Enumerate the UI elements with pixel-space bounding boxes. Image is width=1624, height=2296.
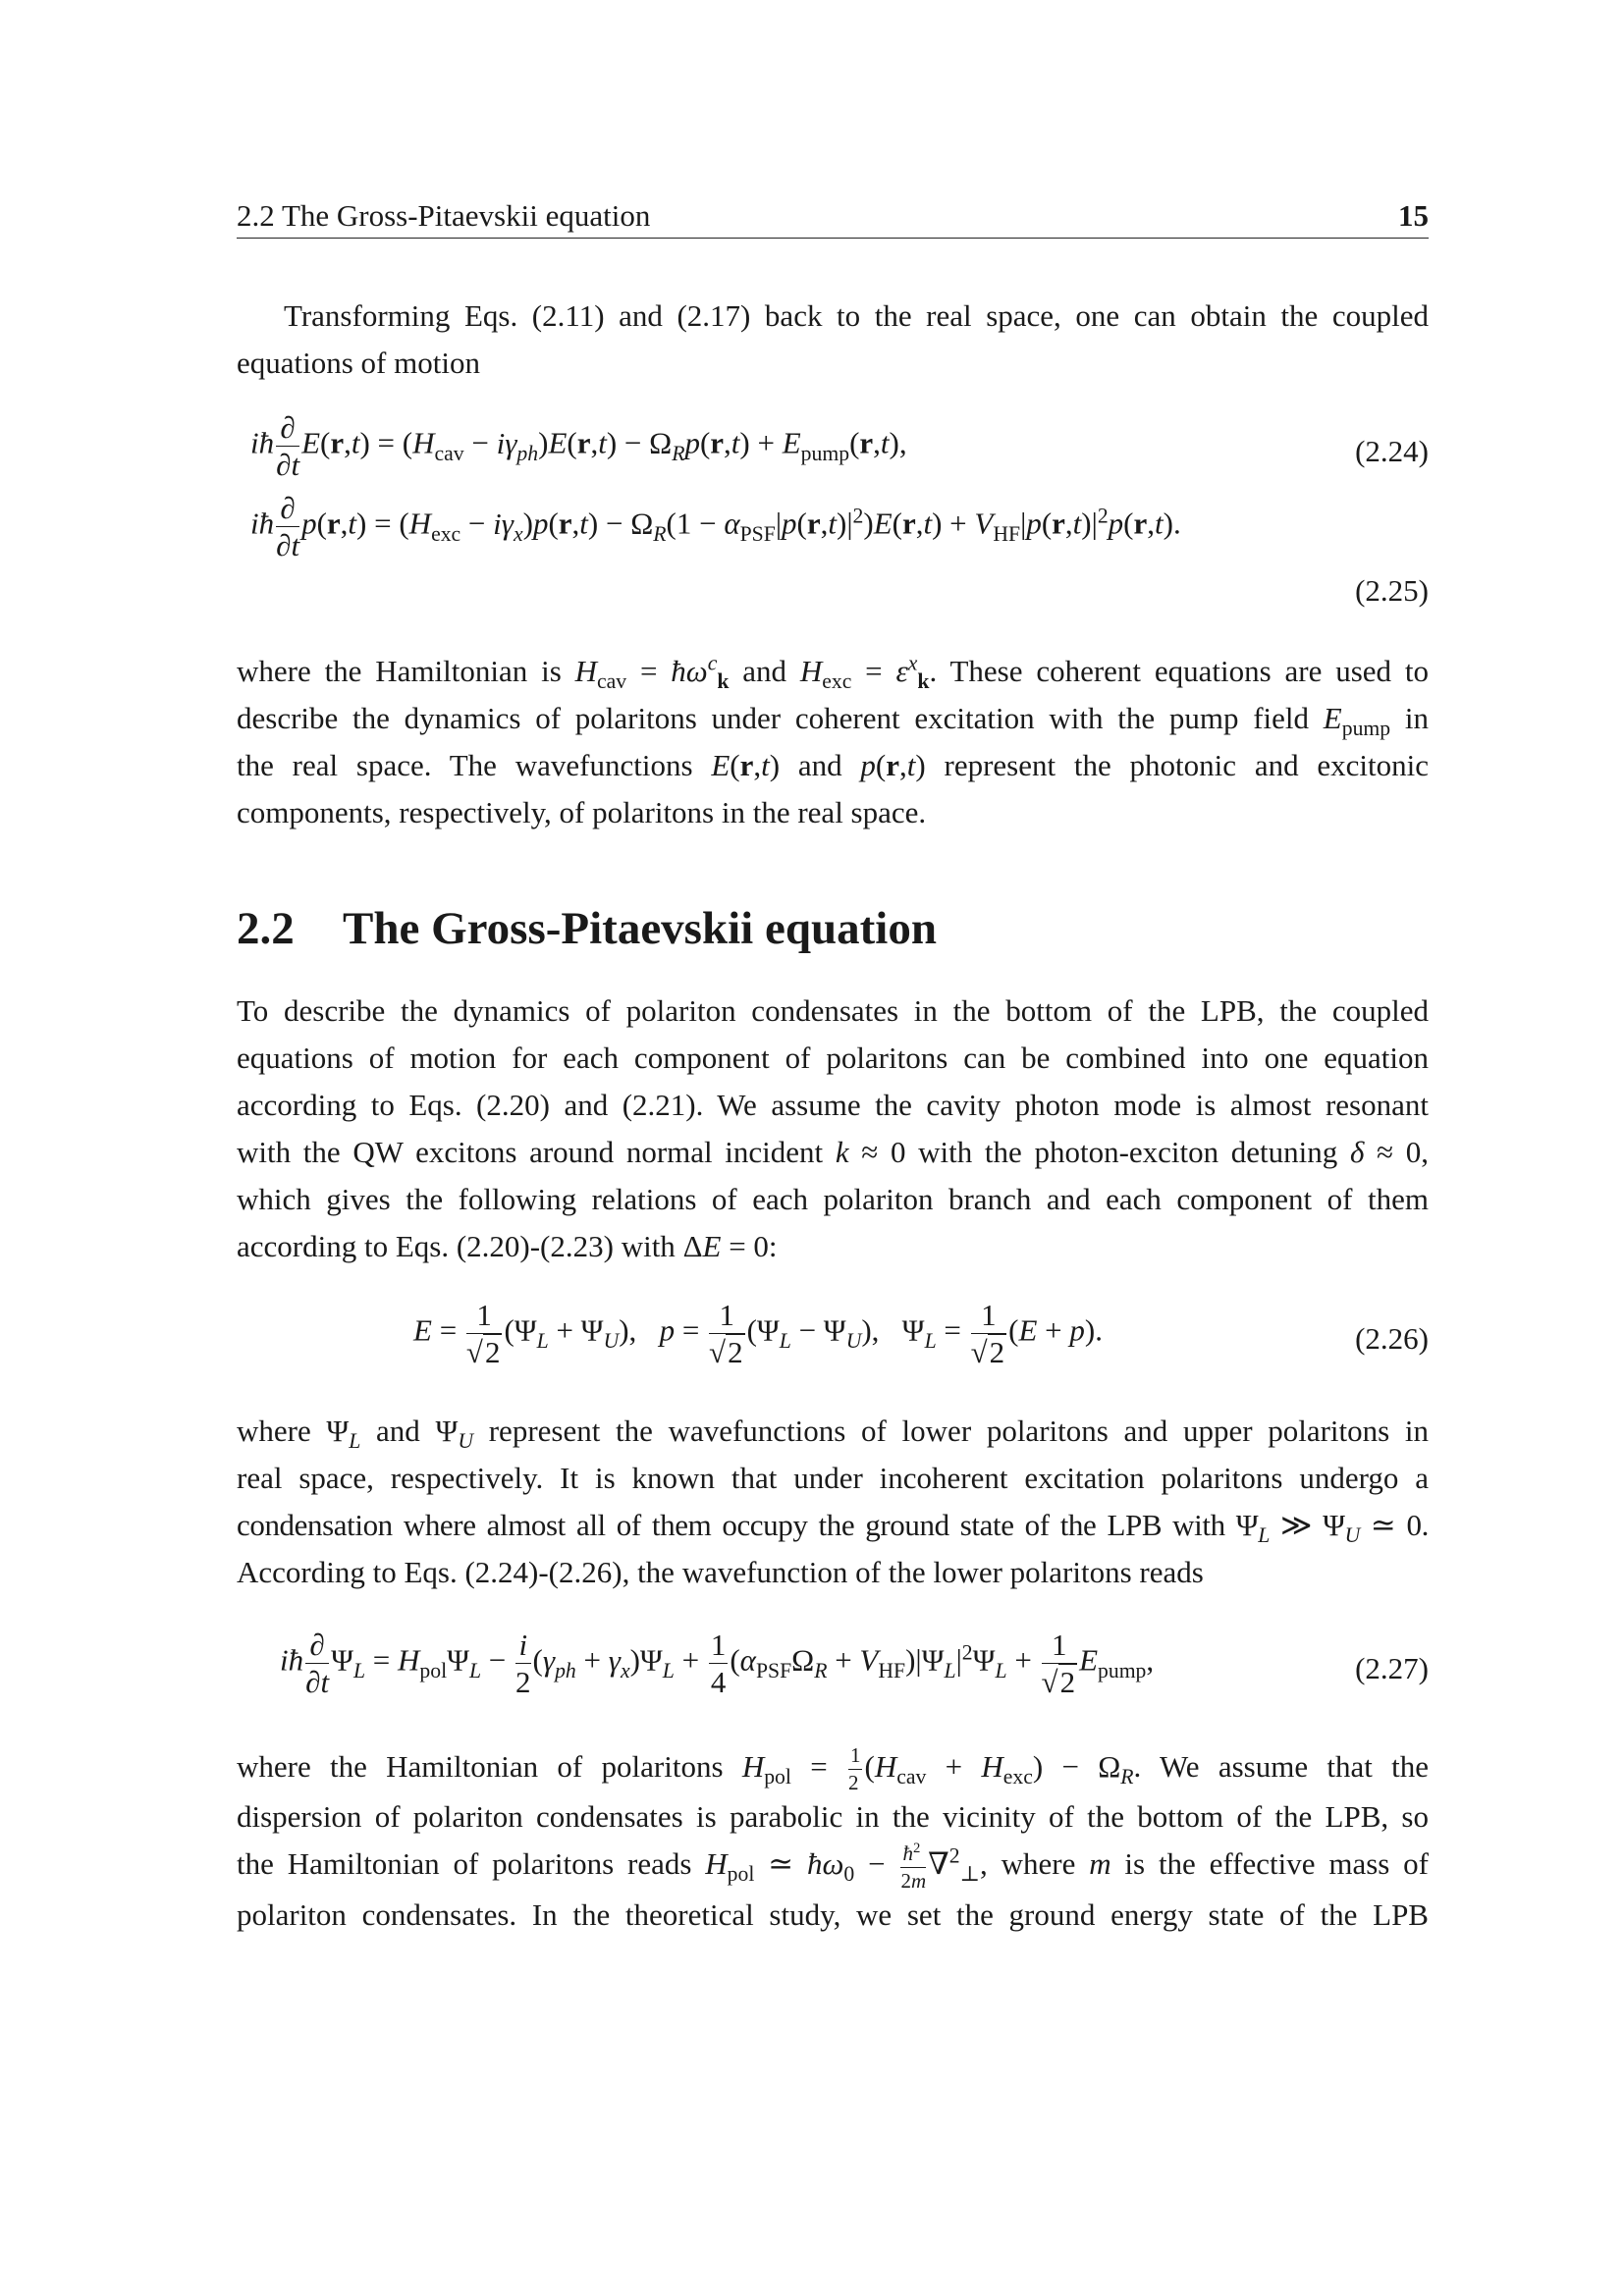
text-span: condensation where almost all of them occupy the ground state of the LPB with bbox=[237, 1508, 1225, 1542]
equation-number: (2.26) bbox=[1355, 1321, 1429, 1356]
text-span: and bbox=[742, 654, 786, 688]
page bbox=[237, 0, 1429, 2296]
text-span: where bbox=[237, 1414, 311, 1448]
text-span: where the Hamiltonian of polaritons bbox=[237, 1749, 724, 1784]
page-number: 15 bbox=[1398, 198, 1429, 233]
text-line: the real space. The wavefunctions E(r,t) and p(r,t) represent the photonic and excitonic bbox=[237, 748, 1430, 782]
text-line: which gives the following relations of each polariton branch and each component of them bbox=[237, 1182, 1429, 1216]
equation-2-26 bbox=[237, 1294, 1429, 1382]
text-line: according to Eqs. (2.20)-(2.23) with ΔE = 0: bbox=[237, 1229, 778, 1263]
paragraph-coherent-equations bbox=[237, 648, 1429, 836]
text-span: , where bbox=[980, 1846, 1076, 1882]
text-line: equations of motion bbox=[237, 346, 480, 380]
text-span: in bbox=[1404, 701, 1430, 735]
text-line: with the QW excitons around normal incident k ≈ 0 with the photon-exciton detuning δ ≈ 0, bbox=[237, 1135, 1429, 1169]
text-line: To describe the dynamics of polariton condensates in the bottom of the LPB, the coupled bbox=[237, 993, 1429, 1028]
equation-number: (2.24) bbox=[1355, 434, 1429, 468]
equation-body: iħ $\frac{\partial}{\partial t}$ $\Psi_L = H_{pol}\Psi_L$ − $\frac{i}{2}$ $(\gamma_{ph} + \gamma_x)\Psi_L$ + $\frac{1}{4}$ $(\alpha_{PSF}\Omega_R + V_{HF})|\Psi_L|^2\Psi_L$ + $\frac{1}{√2}$ $E_{pump}$, bbox=[280, 1628, 1155, 1699]
text-line: polariton condensates. In the theoretical study, we set the ground energy state of the LPB bbox=[237, 1896, 1429, 1932]
equation-2-27 bbox=[237, 1624, 1429, 1712]
text-line: According to Eqs. (2.24)-(2.26), the wavefunction of the lower polaritons reads bbox=[237, 1555, 1204, 1589]
text-line: the Hamiltonian of polaritons reads $H_{pol}$ ≃ $ħ\omega_0$ − $\frac{ħ^2}{2m}$ ∇$^2_\perp$, where m is the effective mass of bbox=[237, 1840, 1430, 1893]
text-span: and bbox=[797, 748, 842, 782]
text-span: with the photon-exciton detuning bbox=[918, 1135, 1338, 1169]
equation-body: iħ $\frac{\partial}{\partial t}$ $E(r,t) = (H_{cav} - i\gamma_{ph})E(r,t) - \Omega_Rp(r,t) + E_{pump}(r,t)$, bbox=[250, 410, 907, 482]
paragraph-hamiltonian bbox=[237, 1743, 1429, 1939]
text-line: where the Hamiltonian of polaritons $H_{pol}$ = $\frac{1}{2}$ $(H_{cav} + H_{exc}) - \Omega_R$. We assume that the bbox=[237, 1743, 1430, 1795]
paragraph-lower-polaritons bbox=[237, 1408, 1429, 1596]
equation-number: (2.25) bbox=[1355, 573, 1429, 608]
paragraph-gpe-intro bbox=[237, 988, 1429, 1270]
text-line: according to Eqs. (2.20) and (2.21). We assume the cavity photon mode is almost resonant bbox=[237, 1088, 1429, 1122]
text-span: the Hamiltonian of polaritons reads bbox=[237, 1846, 692, 1882]
text-line: where $\Psi_L$ and $\Psi_U$ represent the wavefunctions of lower polaritons and upper polaritons in bbox=[237, 1414, 1429, 1454]
text-span: and bbox=[376, 1414, 420, 1448]
text-line: where the Hamiltonian is $H_{cav}$ = $ħ\omega^c_k$ and $H_{exc} = \varepsilon^x_k$. These coherent equations are used to bbox=[237, 651, 1430, 694]
text-span: . These coherent equations are used to bbox=[929, 654, 1430, 688]
section-heading bbox=[237, 901, 937, 956]
text-line: describe the dynamics of polaritons under coherent excitation with the pump field $E_{pump}$ in bbox=[237, 701, 1430, 741]
text-span: according to Eqs. (2.20)-(2.23) with bbox=[237, 1229, 676, 1263]
running-header bbox=[237, 198, 1429, 239]
equation-number: (2.27) bbox=[1355, 1651, 1429, 1685]
text-span: represent the wavefunctions of lower polaritons and upper polaritons in bbox=[488, 1414, 1429, 1448]
equation-2-25 bbox=[237, 493, 1429, 611]
text-span: We assume that the bbox=[1160, 1749, 1430, 1784]
section-number: 2.2 bbox=[237, 903, 295, 954]
equation-body: E = $\frac{1}{√2}$ $(\Psi_L + \Psi_U)$, p = $\frac{1}{√2}$ $(\Psi_L - \Psi_U)$, $\Psi_L$ = $\frac{1}{√2}$ (E + p). bbox=[413, 1298, 1103, 1369]
text-line: components, respectively, of polaritons in the real space. bbox=[237, 795, 927, 829]
text-line: Transforming Eqs. (2.11) and (2.17) back to the real space, one can obtain the coupled bbox=[284, 298, 1429, 333]
text-span: where the Hamiltonian is bbox=[237, 654, 562, 688]
text-span: describe the dynamics of polaritons under coherent excitation with the pump field bbox=[237, 701, 1310, 735]
equation-2-24 bbox=[237, 412, 1429, 491]
text-line: condensation where almost all of them occupy the ground state of the LPB with $\Psi_L$ ≫ $\Psi_U$ ≃ 0. bbox=[237, 1508, 1429, 1548]
text-span: the real space. The wavefunctions bbox=[237, 748, 693, 782]
running-header-title: 2.2 The Gross-Pitaevskii equation bbox=[237, 198, 651, 233]
text-span: with the QW excitons around normal incident bbox=[237, 1135, 824, 1169]
intro-paragraph bbox=[237, 293, 1429, 387]
text-span: represent the photonic and excitonic bbox=[944, 748, 1430, 782]
equation-body: iħ $\frac{\partial}{\partial t}$ $p(r,t) = (H_{exc} - i\gamma_x)p(r,t) - \Omega_R(1 - \alpha_{PSF}|p(r,t)|^2)E(r,t) + V_{HF}|p(r,t)|^2p(r,t)$. bbox=[250, 491, 1181, 562]
text-line: dispersion of polariton condensates is parabolic in the vicinity of the bottom of the LPB, so bbox=[237, 1799, 1429, 1835]
text-span: : bbox=[768, 1229, 778, 1263]
text-line: real space, respectively. It is known that under incoherent excitation polaritons undergo a bbox=[237, 1461, 1429, 1495]
text-line: equations of motion for each component of polaritons can be combined into one equation bbox=[237, 1041, 1429, 1075]
section-title: The Gross-Pitaevskii equation bbox=[343, 903, 937, 954]
text-span: is the effective mass of bbox=[1124, 1846, 1430, 1882]
